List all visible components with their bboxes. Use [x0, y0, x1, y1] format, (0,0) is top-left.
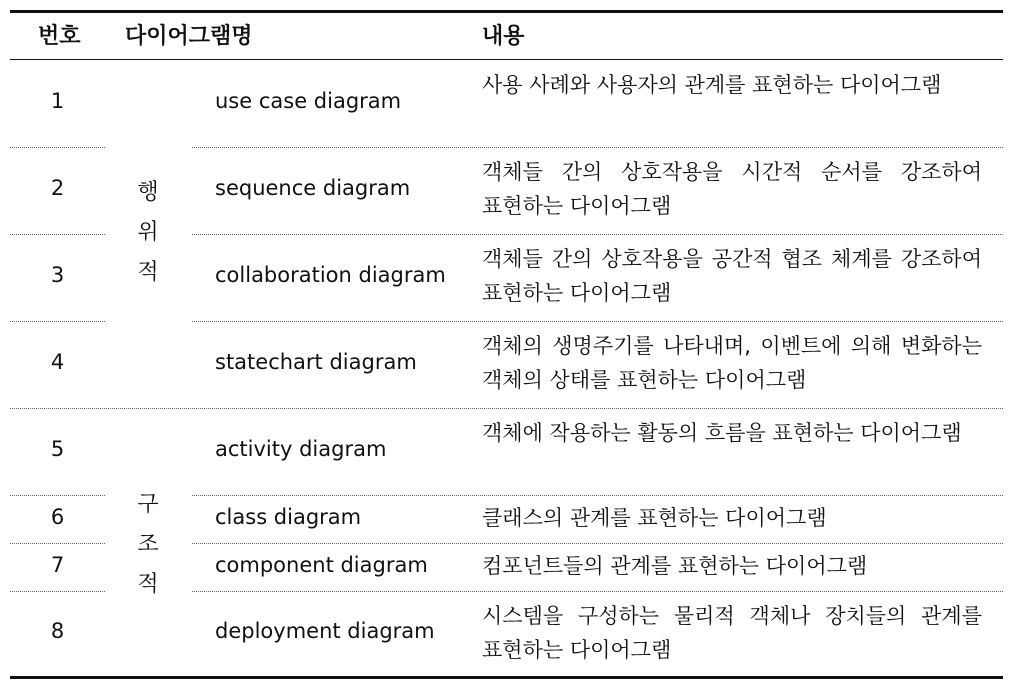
group-label-structural [130, 485, 166, 605]
group-char: 조 [137, 532, 159, 557]
group-char: 구 [137, 492, 159, 517]
diagram-name: statechart diagram [215, 350, 417, 374]
group-char: 위 [137, 220, 159, 245]
header-content: 내용 [482, 24, 525, 49]
diagram-content: 객체에 작용하는 활동의 흐름을 표현하는 다이어그램 [482, 421, 962, 445]
header-number: 번호 [38, 24, 81, 49]
diagram-content: 시스템을 구성하는 물리적 객체나 장치들의 관계를 표현하는 다이어그램 [482, 604, 982, 662]
table-row [10, 408, 1003, 495]
diagram-content: 객체들 간의 상호작용을 시간적 순서를 강조하여 표현하는 다이어그램 [482, 160, 982, 218]
diagram-name: activity diagram [215, 437, 387, 461]
table-row [10, 321, 1003, 408]
diagram-content: 컴포넌트들의 관계를 표현하는 다이어그램 [482, 554, 868, 578]
group-char: 적 [137, 260, 159, 285]
diagram-name: sequence diagram [215, 176, 411, 200]
row-number: 7 [50, 553, 65, 577]
table-top-rule [10, 10, 1003, 13]
diagram-content: 사용 사례와 사용자의 관계를 표현하는 다이어그램 [482, 73, 942, 97]
group-label-behavioral [130, 173, 166, 293]
diagram-name: deployment diagram [215, 619, 435, 643]
row-number: 5 [50, 437, 65, 461]
header-diagram: 다이어그램명 [125, 24, 253, 49]
group-char: 행 [137, 180, 159, 205]
diagram-name: use case diagram [215, 89, 402, 113]
diagram-name: class diagram [215, 505, 362, 529]
table-bottom-rule [10, 676, 1003, 679]
diagram-content: 클래스의 관계를 표현하는 다이어그램 [482, 506, 827, 530]
row-number: 2 [50, 176, 65, 200]
diagram-name: collaboration diagram [215, 263, 446, 287]
group-char: 적 [137, 572, 159, 597]
diagram-content: 객체의 생명주기를 나타내며, 이벤트에 의해 변화하는 객체의 상태를 표현하는 다이어그램 [482, 334, 982, 392]
row-number: 3 [50, 263, 65, 287]
table-row [10, 60, 1003, 147]
row-number: 8 [50, 619, 65, 643]
diagram-name: component diagram [215, 553, 428, 577]
row-number: 6 [50, 505, 65, 529]
row-number: 4 [50, 350, 65, 374]
diagram-table [10, 10, 1003, 680]
diagram-content: 객체들 간의 상호작용을 공간적 협조 체계를 강조하여 표현하는 다이어그램 [482, 247, 982, 305]
row-number: 1 [50, 89, 65, 113]
